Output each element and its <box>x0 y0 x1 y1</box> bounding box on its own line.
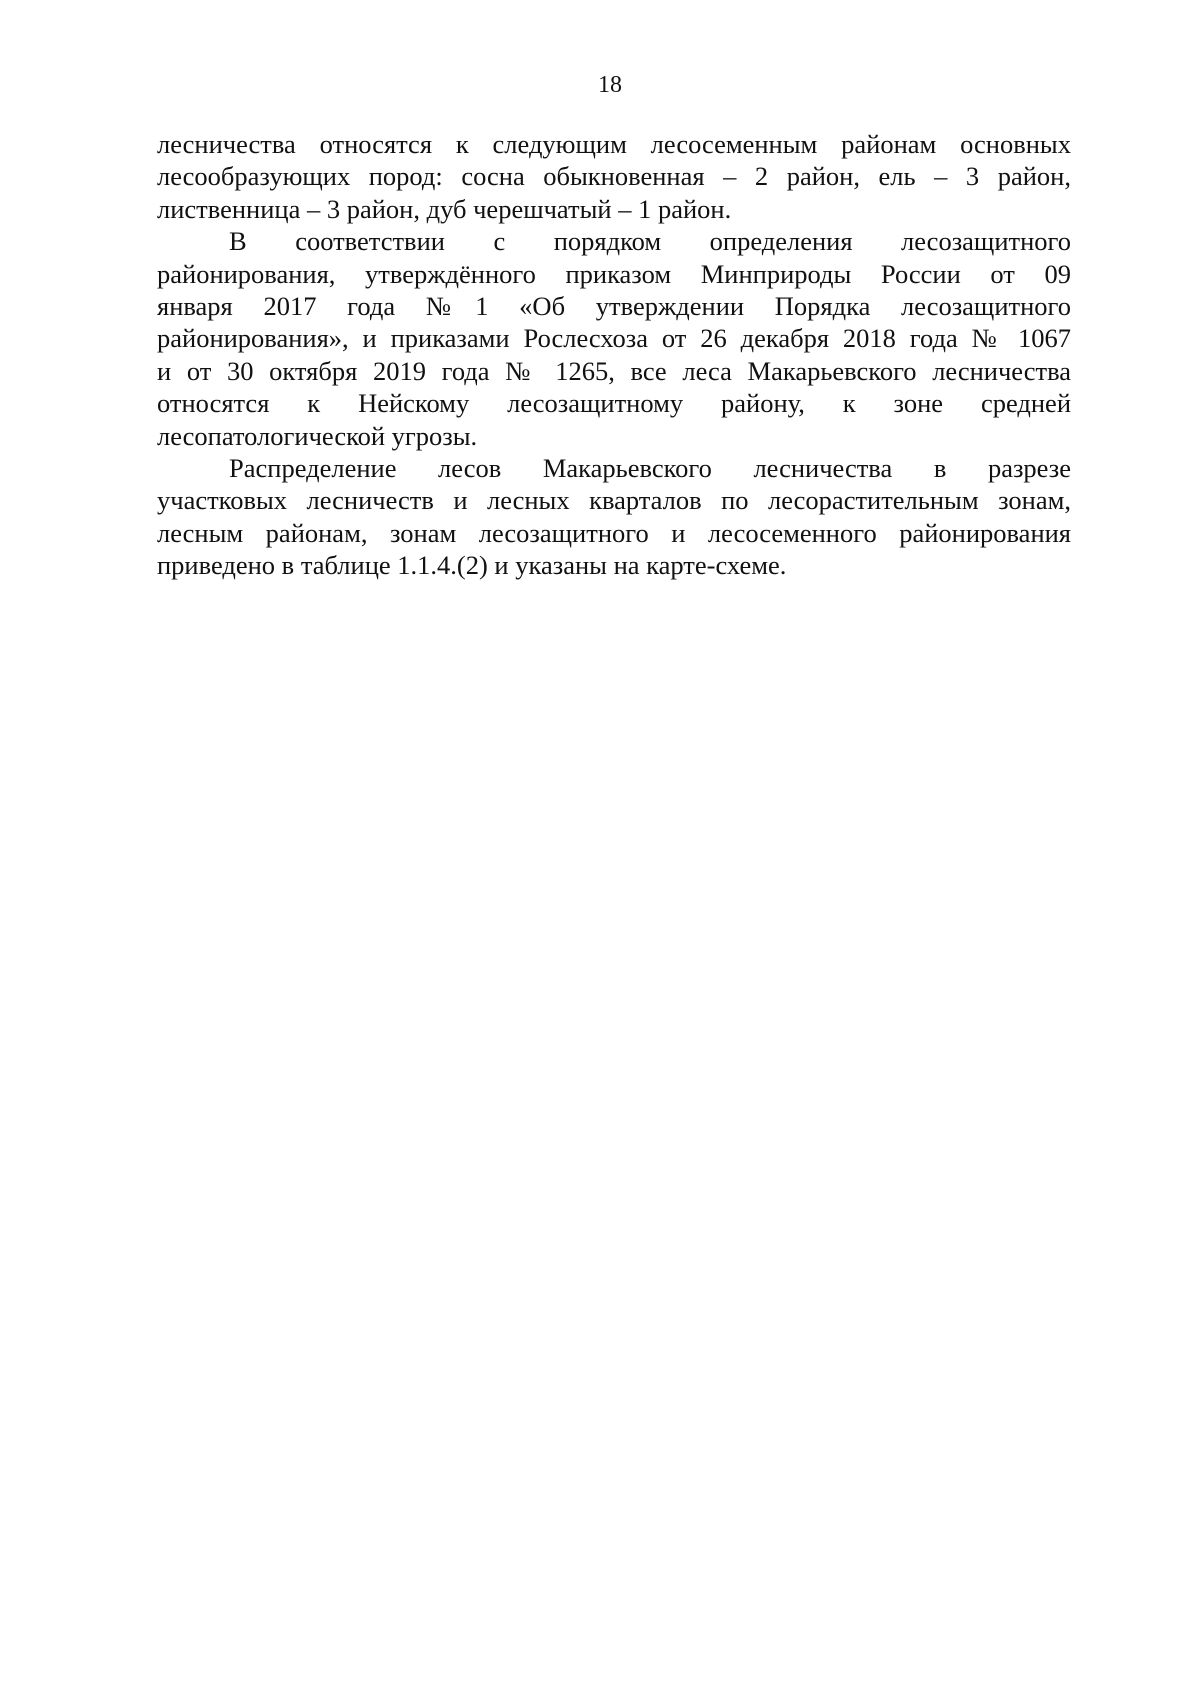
text-line: районирования, утверждённого приказом Минприроды России от 09 <box>157 258 1071 289</box>
text-line: участковых лесничеств и лесных кварталов по лесорастительным зонам, <box>157 485 1071 516</box>
text-line: лесообразующих пород: сосна обыкновенная – 2 район, ель – 3 район, <box>157 161 1071 192</box>
page-number: 18 <box>598 72 622 98</box>
text-line: относятся к Нейскому лесозащитному району, к зоне средней <box>157 388 1071 419</box>
paragraph-seed-zones <box>157 128 1071 225</box>
text-line: Распределение лесов Макарьевского лесничества в разрезе <box>229 453 1071 484</box>
text-line: лесничества относятся к следующим лесосеменным районам основных <box>157 129 1071 159</box>
text-line: лесным районам, зонам лесозащитного и лесосеменного районирования <box>157 517 1071 548</box>
text-line: лесопатологической угрозы. <box>157 420 478 451</box>
text-line: и от 30 октября 2019 года № 1265, все леса Макарьевского лесничества <box>157 355 1071 386</box>
text-line: районирования», и приказами Рослесхоза от 26 декабря 2018 года № 1067 <box>157 323 1071 354</box>
text-line: В соответствии с порядком определения лесозащитного <box>229 226 1071 257</box>
text-line: приведено в таблице 1.1.4.(2) и указаны на карте-схеме. <box>157 550 787 581</box>
text-line: января 2017 года №1 «Об утверждении Порядка лесозащитного <box>157 291 1071 322</box>
text-line: лиственница – 3 район, дуб черешчатый – 1 район. <box>157 193 732 224</box>
paragraph-forest-distribution <box>157 452 1071 582</box>
document-body <box>157 128 1071 582</box>
paragraph-forest-protection-zoning <box>157 225 1071 452</box>
